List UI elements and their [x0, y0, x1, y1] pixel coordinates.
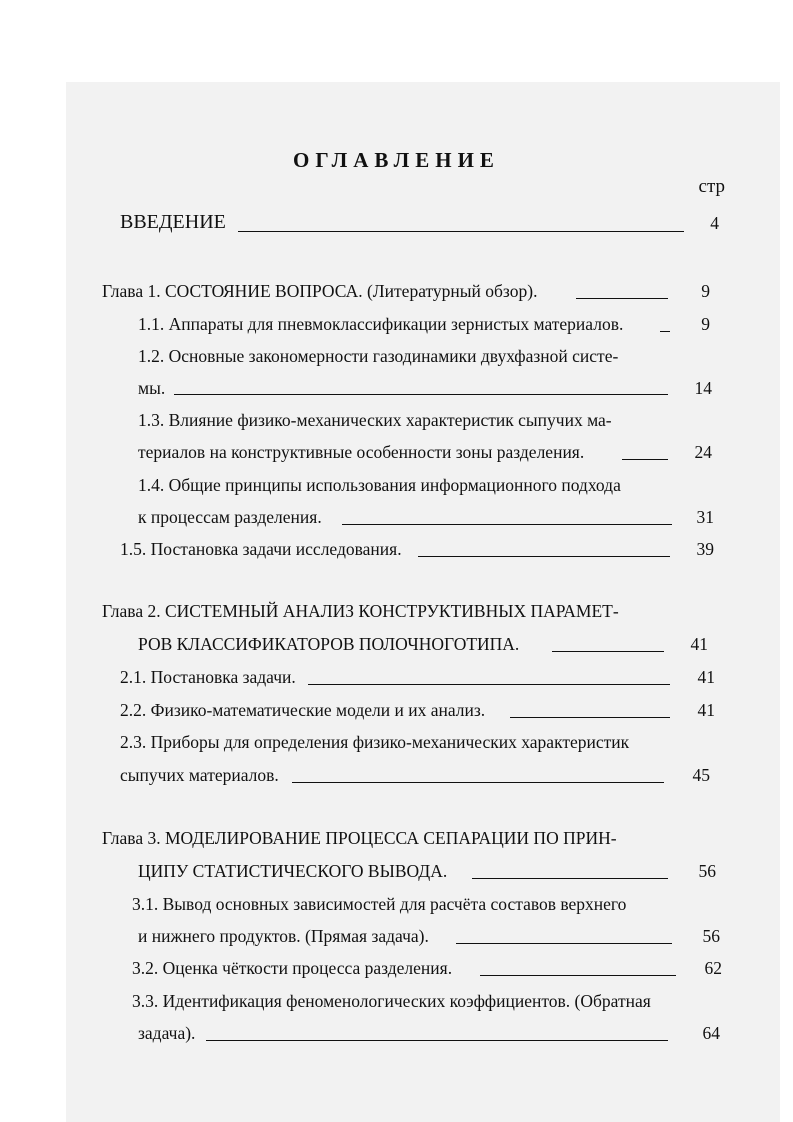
- leader-line: [456, 943, 672, 944]
- toc-section-3-3: 3.3. Идентификация феноменологических коэффициентов. (Обратная: [132, 991, 651, 1011]
- toc-section-3-1-cont: и нижнего продуктов. (Прямая задача).: [138, 926, 429, 946]
- page-number: 39: [696, 539, 714, 559]
- page-number: 64: [702, 1023, 720, 1043]
- page-number: 41: [697, 667, 715, 687]
- toc-section-1-2: 1.2. Основные закономерности газодинамики двухфазной систе-: [138, 346, 619, 366]
- toc-section-3-2: 3.2. Оценка чёткости процесса разделения.: [132, 958, 453, 978]
- leader-line: [342, 524, 672, 525]
- toc-section-1-3: 1.3. Влияние физико-механических характеристик сыпучих ма-: [138, 410, 612, 430]
- toc-section-1-3-cont: териалов на конструктивные особенности зоны разделения.: [138, 442, 585, 462]
- toc-section-2-2: 2.2. Физико-математические модели и их анализ.: [120, 700, 486, 720]
- toc-section-1-1: 1.1. Аппараты для пневмоклассификации зернистых материалов.: [138, 314, 624, 334]
- toc-section-2-3-cont: сыпучих материалов.: [120, 765, 279, 785]
- toc-section-3-1: 3.1. Вывод основных зависимостей для расчёта составов верхнего: [132, 894, 627, 914]
- page-number: 4: [710, 213, 719, 233]
- leader-line: [238, 231, 684, 232]
- page-number: 41: [690, 634, 708, 654]
- page-number: 41: [697, 700, 715, 720]
- leader-line: [418, 556, 670, 557]
- leader-line: [472, 878, 668, 879]
- leader-line: [206, 1040, 668, 1041]
- page-number: 56: [698, 861, 716, 881]
- leader-line: [292, 782, 664, 783]
- page-number: 24: [694, 442, 712, 462]
- leader-line: [480, 975, 676, 976]
- leader-line: [622, 459, 668, 460]
- toc-chapter-2: Глава 2. СИСТЕМНЫЙ АНАЛИЗ КОНСТРУКТИВНЫХ ПАРАМЕТ-: [102, 601, 619, 621]
- leader-line: [174, 394, 668, 395]
- page-number: 9: [701, 281, 710, 301]
- toc-chapter-3: Глава 3. МОДЕЛИРОВАНИЕ ПРОЦЕССА СЕПАРАЦИИ ПО ПРИН-: [102, 828, 617, 848]
- toc-section-1-2-cont: мы.: [138, 378, 166, 398]
- toc-entry-intro: ВВЕДЕНИЕ: [120, 211, 226, 233]
- leader-line: [552, 651, 664, 652]
- toc-section-1-4-cont: к процессам разделения.: [138, 507, 322, 527]
- leader-line: [510, 717, 670, 718]
- leader-line: [660, 331, 670, 332]
- toc-section-1-4: 1.4. Общие принципы использования информационного подхода: [138, 475, 621, 495]
- toc-chapter-3-cont: ЦИПУ СТАТИСТИЧЕСКОГО ВЫВОДА.: [138, 861, 448, 881]
- toc-section-1-5: 1.5. Постановка задачи исследования.: [120, 539, 402, 559]
- toc-section-2-1: 2.1. Постановка задачи.: [120, 667, 296, 687]
- toc-section-2-3: 2.3. Приборы для определения физико-механических характеристик: [120, 732, 630, 752]
- leader-line: [576, 298, 668, 299]
- page-number: 14: [694, 378, 712, 398]
- page-number: 56: [702, 926, 720, 946]
- page-number: 31: [696, 507, 714, 527]
- page-number: 62: [704, 958, 722, 978]
- page-column-label: стр: [698, 176, 725, 197]
- page-number: 45: [692, 765, 710, 785]
- toc-chapter-2-cont: РОВ КЛАССИФИКАТОРОВ ПОЛОЧНОГОТИПА.: [138, 634, 520, 654]
- toc-section-3-3-cont: задача).: [138, 1023, 196, 1043]
- toc-chapter-1: Глава 1. СОСТОЯНИЕ ВОПРОСА. (Литературный обзор).: [102, 281, 538, 301]
- toc-title: ОГЛАВЛЕНИЕ: [293, 148, 500, 172]
- page-number: 9: [701, 314, 710, 334]
- leader-line: [308, 684, 670, 685]
